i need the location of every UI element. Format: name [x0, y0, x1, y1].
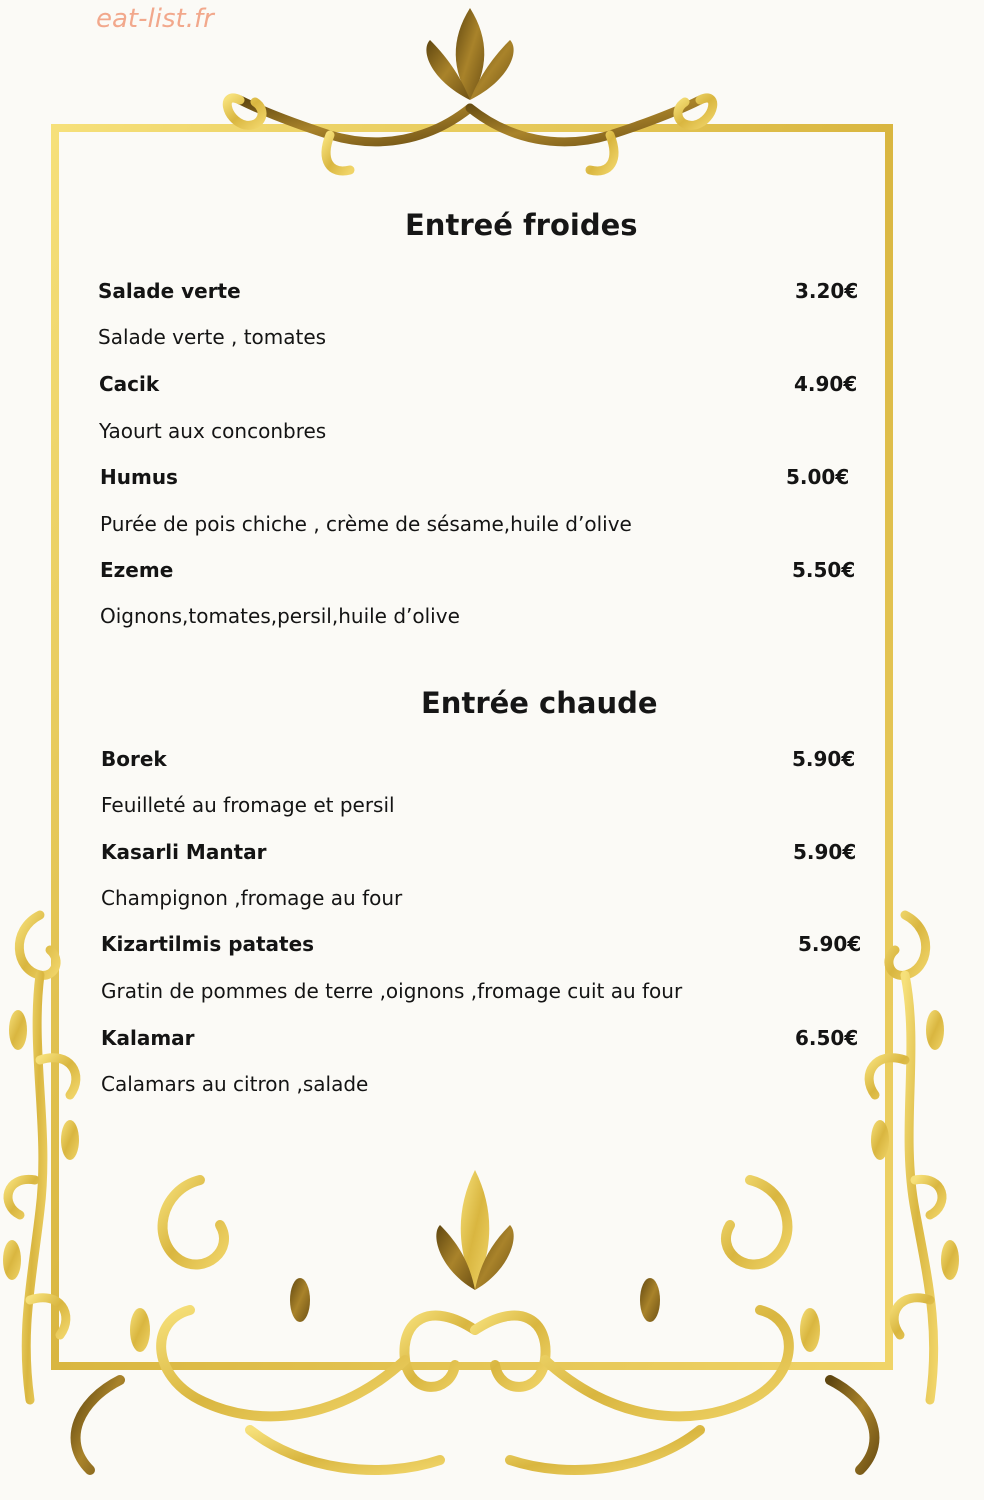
dish-desc-salade-verte: Salade verte , tomates [98, 325, 327, 349]
dish-name-ezeme: Ezeme [100, 558, 174, 582]
dish-price-humus: 5.00€ [786, 465, 850, 489]
dish-name-kasarli-mantar: Kasarli Mantar [101, 840, 267, 864]
dish-desc-kasarli-mantar: Champignon ,fromage au four [101, 886, 403, 910]
dish-name-cacik: Cacik [99, 372, 160, 396]
left-vine-ornament [3, 915, 79, 1400]
dish-price-ezeme: 5.50€ [792, 558, 856, 582]
dish-price-borek: 5.90€ [792, 747, 856, 771]
dish-name-salade-verte: Salade verte [98, 279, 241, 303]
dish-price-kizartilmis-patates: 5.90€ [798, 932, 862, 956]
section-title-hot-starters: Entrée chaude [421, 686, 658, 720]
dish-desc-cacik: Yaourt aux conconbres [99, 419, 327, 443]
dish-name-borek: Borek [101, 747, 167, 771]
dish-price-salade-verte: 3.20€ [795, 279, 859, 303]
dish-price-cacik: 4.90€ [794, 372, 858, 396]
dish-name-kizartilmis-patates: Kizartilmis patates [101, 932, 315, 956]
dish-desc-borek: Feuilleté au fromage et persil [101, 793, 395, 817]
dish-desc-kizartilmis-patates: Gratin de pommes de terre ,oignons ,fromage cuit au four [101, 979, 683, 1003]
watermark-text: eat-list.fr [96, 4, 214, 34]
dish-desc-kalamar: Calamars au citron ,salade [101, 1072, 369, 1096]
dish-name-kalamar: Kalamar [101, 1026, 195, 1050]
dish-desc-humus: Purée de pois chiche , crème de sésame,huile d’olive [100, 512, 632, 536]
bottom-crest-ornament [76, 1170, 875, 1480]
section-title-cold-starters: Entreé froides [405, 208, 638, 242]
dish-price-kalamar: 6.50€ [795, 1026, 859, 1050]
right-vine-ornament [869, 915, 959, 1400]
top-crest-ornament [227, 8, 712, 171]
dish-name-humus: Humus [100, 465, 178, 489]
dish-desc-ezeme: Oignons,tomates,persil,huile d’olive [100, 604, 460, 628]
dish-price-kasarli-mantar: 5.90€ [793, 840, 857, 864]
